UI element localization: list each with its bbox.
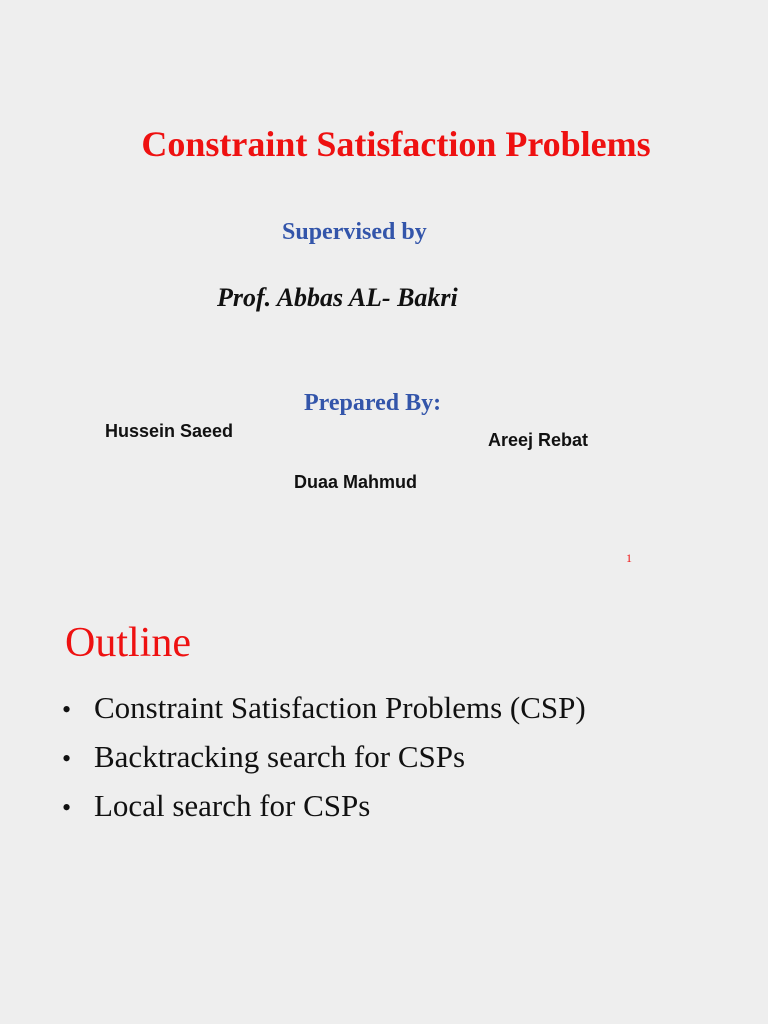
supervised-by-label: Supervised by: [282, 219, 427, 245]
author-name: Hussein Saeed: [105, 421, 234, 441]
list-item-text: Local search for CSPs: [94, 788, 371, 823]
author-name: Duaa Mahmud: [294, 472, 418, 492]
bullet-icon: •: [62, 744, 72, 773]
slide-number: 1: [626, 551, 632, 565]
prepared-by-label: Prepared By:: [304, 390, 442, 416]
bullet-icon: •: [62, 695, 72, 724]
list-item: [62, 690, 586, 739]
slide-title: Constraint Satisfaction Problems: [141, 124, 651, 164]
outline-slide: [0, 590, 768, 1024]
supervisor-name: Prof. Abbas AL- Bakri: [217, 283, 458, 312]
outline-bullet-list: [62, 690, 586, 837]
outline-title: Outline: [65, 620, 191, 666]
list-item-text: Backtracking search for CSPs: [94, 739, 466, 774]
list-item-text: Constraint Satisfaction Problems (CSP): [94, 690, 586, 725]
author-name: Areej Rebat: [488, 430, 589, 450]
bullet-icon: •: [62, 793, 72, 822]
list-item: [62, 739, 586, 788]
list-item: [62, 788, 586, 837]
